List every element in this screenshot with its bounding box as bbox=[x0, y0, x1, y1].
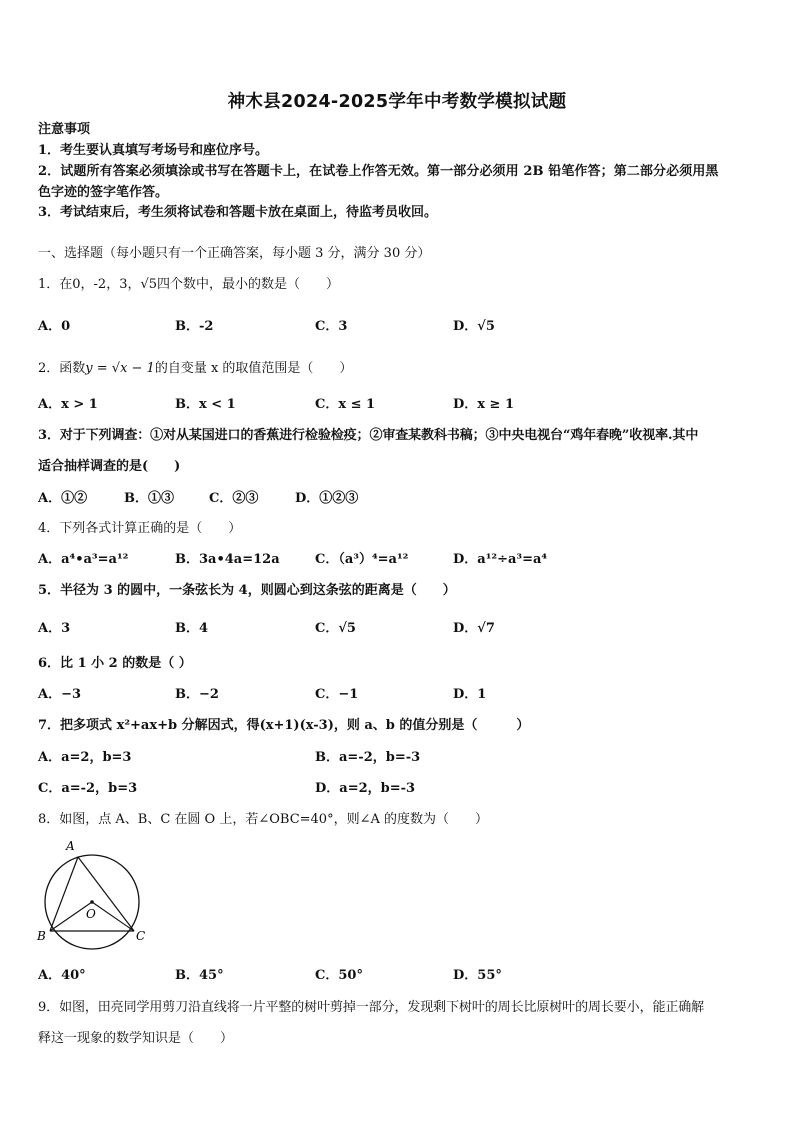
option-c: C．（a³）⁴=a¹² bbox=[315, 552, 409, 567]
segment-oc bbox=[92, 902, 134, 931]
question-3: 3．对于下列调查：①对从某国进口的香蕉进行检验检疫；②审查某教科书稿；③中央电视台“鸡年春晚”收视率.其中 bbox=[38, 428, 699, 443]
option-d: D．√5 bbox=[453, 319, 495, 334]
option-b: B．3a•4a=12a bbox=[175, 552, 280, 567]
sqrt-expression: √5 bbox=[140, 277, 158, 292]
question-2 bbox=[38, 360, 352, 378]
option-c: C．50° bbox=[315, 968, 363, 983]
circle-figure bbox=[36, 838, 152, 950]
option-b: B．①③ bbox=[124, 491, 174, 506]
note-item: 3．考试结束后，考生须将试卷和答题卡放在桌面上，待监考员收回。 bbox=[38, 205, 438, 220]
option-c: C．3 bbox=[315, 319, 348, 334]
label-o: O bbox=[86, 907, 96, 921]
segment-ab bbox=[50, 857, 78, 931]
option-c: C．−1 bbox=[315, 687, 359, 702]
option-a: A．40° bbox=[38, 968, 86, 983]
note-item: 1．考生要认真填写考场号和座位序号。 bbox=[38, 143, 269, 158]
question-5: 5．半径为 3 的圆中，一条弦长为 4，则圆心到这条弦的距离是（ ） bbox=[38, 583, 456, 598]
option-c: C．a=-2，b=3 bbox=[38, 781, 138, 796]
option-a: A．3 bbox=[38, 621, 71, 636]
option-c: C．√5 bbox=[315, 621, 356, 636]
question-stem-tail: 四个数中，最小的数是（ ） bbox=[157, 277, 340, 292]
option-d: D．a¹²÷a³=a⁴ bbox=[453, 552, 548, 567]
option-d: D．1 bbox=[453, 687, 487, 702]
question-9-cont: 释这一现象的数学知识是（ ） bbox=[38, 1031, 234, 1046]
note-item: 2．试题所有答案必须填涂或书写在答题卡上，在试卷上作答无效。第一部分必须用 2B 铅笔作答；第二部分必须用黑 bbox=[38, 164, 719, 179]
notes-heading: 注意事项 bbox=[38, 122, 91, 137]
option-b: B．−2 bbox=[175, 687, 219, 702]
option-a: A．x > 1 bbox=[38, 397, 98, 412]
option-b: B．x < 1 bbox=[175, 397, 236, 412]
section-heading: 一、选择题（每小题只有一个正确答案，每小题 3 分，满分 30 分） bbox=[38, 246, 431, 261]
option-a: A．a⁴•a³=a¹² bbox=[38, 552, 129, 567]
question-8: 8．如图，点 A、B、C 在圆 O 上，若∠OBC=40°，则∠A 的度数为（ ） bbox=[38, 812, 488, 827]
question-9: 9．如图，田亮同学用剪刀沿直线将一片平整的树叶剪掉一部分，发现剩下树叶的周长比原树叶的周长要小，能正确解 bbox=[38, 1000, 705, 1015]
label-c: C bbox=[136, 929, 146, 943]
option-d: D．55° bbox=[453, 968, 502, 983]
question-4: 4．下列各式计算正确的是（ ） bbox=[38, 521, 242, 536]
question-6: 6．比 1 小 2 的数是（ ） bbox=[38, 656, 192, 671]
question-3-cont: 适合抽样调查的是( ) bbox=[38, 459, 181, 474]
option-b: B．4 bbox=[175, 621, 209, 636]
question-stem: 1．在0，-2，3， bbox=[38, 277, 141, 292]
page-title: 神木县2024-2025学年中考数学模拟试题 bbox=[227, 92, 567, 112]
option-b: B．a=-2，b=-3 bbox=[315, 750, 421, 765]
option-a: A．a=2，b=3 bbox=[38, 750, 132, 765]
option-b: B．45° bbox=[175, 968, 224, 983]
option-d: D．①②③ bbox=[295, 491, 359, 506]
function-expression: y = √x − 1 bbox=[85, 361, 155, 376]
label-a: A bbox=[66, 839, 75, 853]
option-a: A．−3 bbox=[38, 687, 82, 702]
option-c: C．x ≤ 1 bbox=[315, 397, 376, 412]
question-7: 7．把多项式 x²+ax+b 分解因式，得(x+1)(x-3)，则 a、b 的值分别是（ ） bbox=[38, 718, 530, 733]
question-stem-tail: 的自变量 x 的取值范围是（ ） bbox=[154, 361, 353, 376]
option-d: D．x ≥ 1 bbox=[453, 397, 515, 412]
option-c: C．②③ bbox=[209, 491, 259, 506]
option-b: B．-2 bbox=[175, 319, 214, 334]
note-item: 色字迹的签字笔作答。 bbox=[38, 185, 169, 200]
option-d: D．√7 bbox=[453, 621, 495, 636]
center-point bbox=[90, 900, 94, 904]
option-a: A．①② bbox=[38, 491, 88, 506]
option-d: D．a=2，b=-3 bbox=[315, 781, 416, 796]
question-1 bbox=[38, 276, 339, 294]
question-stem: 2．函数 bbox=[38, 361, 86, 376]
label-b: B bbox=[37, 929, 46, 943]
option-a: A．0 bbox=[38, 319, 71, 334]
